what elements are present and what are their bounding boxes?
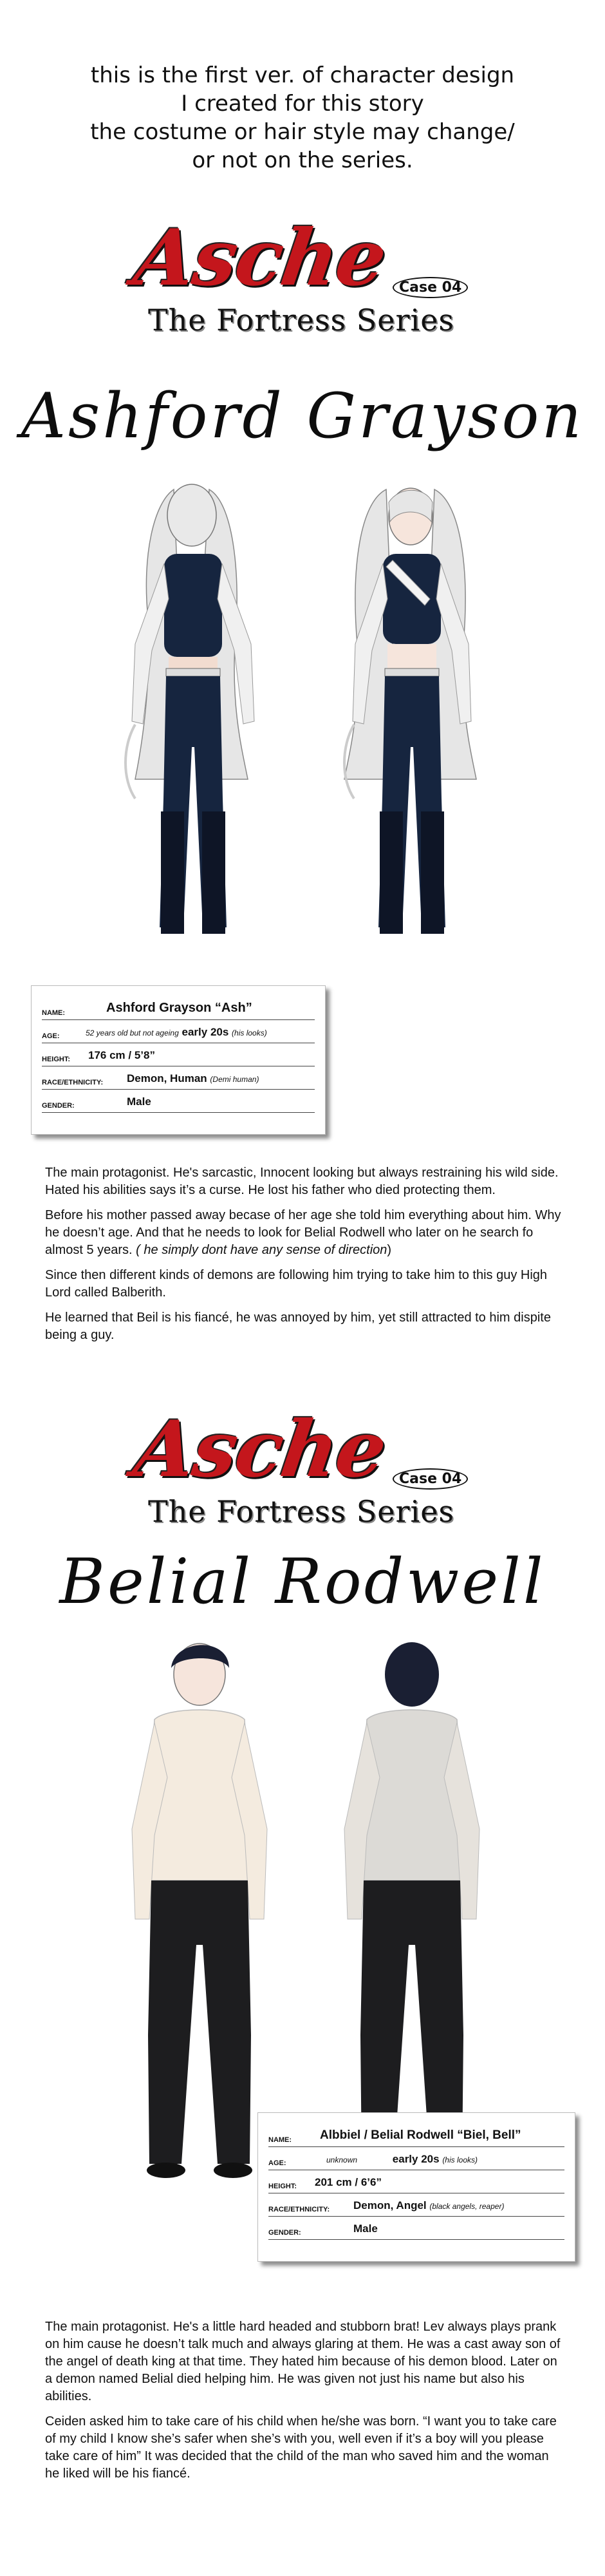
intro-line: the costume or hair style may change/	[90, 119, 515, 145]
description-paragraph: Before his mother passed away becase of her age she told him everything about him. Why he doesn’t age. And that he needs to look for Belial Rodwell who later on he search fo almost 5 years. ( he simply dont have any sense of direction)	[45, 1208, 561, 1257]
belial-description	[45, 2318, 566, 2490]
intro-line: I created for this story	[181, 91, 424, 117]
card-race-value: Demon, Angel	[353, 2199, 427, 2211]
card-height-value: 176 cm / 5’8”	[88, 1049, 155, 1061]
card-age-looks: (his looks)	[442, 2155, 478, 2164]
series-logo	[109, 213, 496, 361]
card-row-age: AGE: 52 years old but not ageing early 20s (his looks)	[42, 1022, 315, 1043]
card-row-race: RACE/ETHNICITY: Demon, Human (Demi human)	[42, 1068, 315, 1090]
card-gender-value: Male	[127, 1095, 151, 1108]
intro-line: this is the first ver. of character design	[90, 62, 515, 88]
card-row-name: NAME: Ashford Grayson “Ash”	[42, 992, 315, 1020]
card-height-value: 201 cm / 6’6”	[315, 2176, 382, 2188]
logo-subtitle: The Fortress Series	[148, 303, 455, 337]
card-row-gender: GENDER: Male	[42, 1092, 315, 1113]
belial-character-art	[109, 1636, 508, 2190]
card-race-note: (black angels, reaper)	[429, 2202, 505, 2211]
character-script-name: Belial Rodwell	[59, 1546, 546, 1618]
card-age-value: early 20s	[182, 1026, 229, 1038]
intro-text	[0, 61, 605, 175]
description-paragraph: The main protagonist. He's sarcastic, Innocent looking but always restraining his wild side. Hated his abilities says it’s a curse. He lost his father who died protecting them.	[45, 1166, 559, 1197]
card-row-race: RACE/ETHNICITY: Demon, Angel (black angels, reaper)	[268, 2195, 564, 2217]
belial-back-view	[344, 1642, 479, 2178]
card-row-height: HEIGHT: 201 cm / 6’6”	[268, 2172, 564, 2193]
logo-case: Case 04	[393, 277, 468, 298]
ashford-description	[45, 1164, 566, 1352]
card-row-age: AGE: unknown early 20s (his looks)	[268, 2149, 564, 2170]
series-logo	[109, 1404, 496, 1552]
card-age-note: 52 years old but not ageing	[86, 1028, 179, 1037]
card-row-gender: GENDER: Male	[268, 2219, 564, 2240]
card-row-name: NAME: Albbiel / Belial Rodwell “Biel, Bell”	[268, 2119, 564, 2147]
card-row-height: HEIGHT: 176 cm / 5’8”	[42, 1045, 315, 1066]
ashford-front-view	[344, 488, 476, 934]
card-age-note: unknown	[326, 2155, 358, 2164]
logo-title: Asche	[129, 213, 391, 303]
card-race-value: Demon, Human	[127, 1072, 207, 1084]
ashford-profile-card	[31, 985, 326, 1135]
logo-title: Asche	[129, 1404, 391, 1495]
logo-case: Case 04	[393, 1468, 468, 1490]
card-gender-value: Male	[353, 2222, 378, 2235]
description-paragraph: Ceiden asked him to take care of his child when he/she was born. “I want you to take care of my child I know she’s safer when she’s with you, well even if it’s a boy will you please take care of him” It was decided that the child of the man who saved him and the woman he liked will be his fiancé.	[45, 2414, 557, 2481]
card-name-value: Albbiel / Belial Rodwell “Biel, Bell”	[320, 2128, 521, 2142]
logo-subtitle: The Fortress Series	[148, 1494, 455, 1529]
belial-profile-card	[257, 2112, 575, 2262]
ashford-back-view	[126, 484, 254, 934]
belial-front-view	[132, 1643, 267, 2178]
ashford-character-art	[97, 477, 521, 966]
description-paragraph: Since then different kinds of demons are following him trying to take him to this guy High Lord called Balberith.	[45, 1268, 548, 1300]
description-paragraph: The main protagonist. He's a little hard headed and stubborn brat! Lev always plays prank on him cause he doesn’t talk much and always glaring at them. He was a cast away son of the angel of death king at that time. They hated him because of his demon blood. Later on a demon named Belial died helping him. He was given not just his name but also his abilities.	[45, 2320, 561, 2403]
character-script-name: Ashford Grayson	[21, 380, 584, 452]
card-age-looks: (his looks)	[232, 1028, 267, 1037]
intro-line: or not on the series.	[192, 147, 413, 173]
card-name-value: Ashford Grayson “Ash”	[106, 1001, 252, 1015]
description-paragraph: He learned that Beil is his fiancé, he was annoyed by him, yet still attracted to him dispite being a guy.	[45, 1311, 551, 1342]
card-race-note: (Demi human)	[210, 1075, 259, 1084]
card-age-value: early 20s	[392, 2153, 440, 2165]
